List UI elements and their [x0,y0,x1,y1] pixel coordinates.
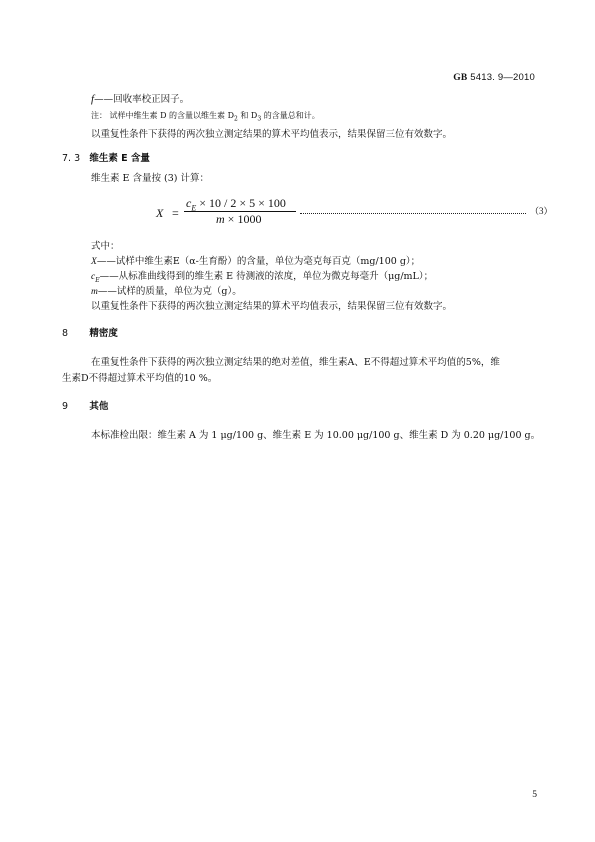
formula-numerator-rest: × 10 / 2 × 5 × 100 [196,196,286,210]
section-8-title: 精密度 [89,328,118,339]
note-label: 注： [91,111,107,120]
f-definition [91,93,189,106]
section-8-paragraph-line-2: 生素D不得超过算术平均值的10 %。 [62,373,218,384]
section-9-title: 其他 [89,401,109,412]
section-7-3-number: 7. 3 [62,153,81,164]
note-mid: 和 D [237,111,258,120]
result-rule-2: 以重复性条件下获得的两次独立测定结果的算术平均值表示，结果保留三位有效数字。 [91,301,453,312]
formula-m: m [216,212,225,226]
formula-lhs: X [156,206,164,220]
formula-c-sub: E [191,203,197,213]
section-9-heading [62,401,108,413]
result-rule-1: 以重复性条件下获得的两次独立测定结果的算术平均值表示，结果保留三位有效数字。 [91,129,453,140]
formula-numerator [186,196,286,212]
definition-c [91,271,433,287]
note-end: 的含量总和计。 [261,111,320,120]
definition-m-text: ——试样的质量，单位为克（g）。 [97,286,242,297]
definition-m [91,286,242,298]
note-text: 试样中维生素 D 的含量以维生素 D [109,111,235,120]
section-9-number: 9 [62,401,69,412]
definition-c-symbol: c [91,272,96,282]
definition-x-text: ——试样中维生素E（α-生育酚）的含量，单位为毫克每百克（mg/100 g）； [96,256,421,267]
section-8-paragraph-line-1: 在重复性条件下获得的两次独立测定结果的绝对差值，维生素A、E不得超过算术平均值的5%，维 [91,357,500,368]
formula-3 [156,196,553,236]
section-7-3-title: 维生素 E 含量 [89,153,150,164]
formula-equals: = [172,206,179,220]
definition-m-symbol: m [91,287,98,297]
definition-x [91,256,420,268]
note-sub-3: 3 [257,115,262,123]
standard-code-prefix: GB [453,73,468,83]
formula-leader-dots [300,213,526,214]
definition-x-symbol: X [91,257,97,267]
section-9-paragraph: 本标准检出限：维生素 A 为 1 μg/100 g、维生素 E 为 10.00 μg/100 g、维生素 D 为 0.20 μg/100 g。 [91,430,541,441]
section-7-3-heading [62,153,150,165]
section-8-number: 8 [62,328,69,339]
formula-denominator [216,212,261,227]
formula-equation-number: （3） [530,206,553,216]
formula-denominator-rest: × 1000 [224,212,262,226]
definition-c-sub: E [95,276,100,284]
f-symbol: f [91,93,95,105]
section-8-heading [62,328,118,340]
definition-c-text: ——从标准曲线得到的维生素 E 待测液的浓度，单位为微克每毫升（μg/mL）； [99,271,434,282]
note [91,110,320,126]
page-number: 5 [532,790,537,800]
f-definition-text: ——回收率校正因子。 [94,94,190,105]
formula-c: c [186,196,192,210]
section-7-3-intro: 维生素 E 含量按 (3) 计算： [91,173,209,184]
standard-code [453,72,535,83]
note-sub-2: 2 [234,115,238,123]
standard-code-number: 5413. 9—2010 [470,72,535,83]
where-label: 式中： [91,241,120,252]
